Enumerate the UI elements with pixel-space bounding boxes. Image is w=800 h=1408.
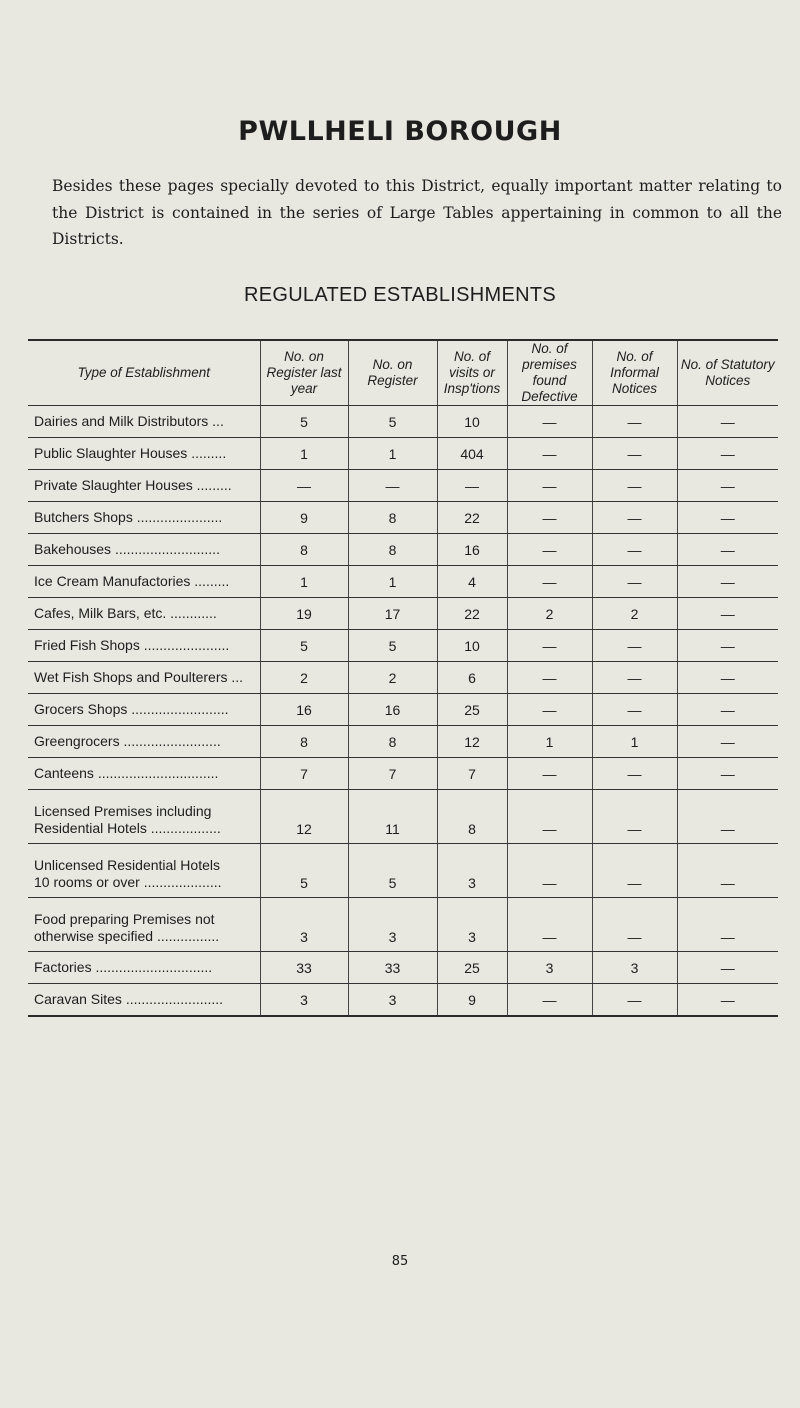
column-header: No. of Statutory Notices	[677, 340, 778, 406]
table-cell: —	[677, 598, 778, 630]
table-row	[28, 662, 778, 694]
table-row	[28, 566, 778, 598]
table-row	[28, 438, 778, 470]
table-cell: 11	[348, 790, 437, 844]
table-cell: —	[677, 790, 778, 844]
establishment-type: Licensed Premises including Residential Hotels ..................	[28, 790, 260, 844]
table-cell: —	[592, 898, 677, 952]
column-header: No. on Register	[348, 340, 437, 406]
table-cell: —	[677, 952, 778, 984]
establishment-type: Ice Cream Manufactories .........	[28, 566, 260, 598]
table-cell: —	[507, 662, 592, 694]
table-header-row	[28, 340, 778, 406]
table-cell: —	[677, 898, 778, 952]
table-cell: 2	[348, 662, 437, 694]
table-cell: 33	[348, 952, 437, 984]
table-row	[28, 952, 778, 984]
table-cell: 5	[260, 844, 348, 898]
table-cell: 1	[592, 726, 677, 758]
table-cell: 5	[260, 630, 348, 662]
table-cell: —	[677, 630, 778, 662]
establishment-type: Unlicensed Residential Hotels 10 rooms or over ....................	[28, 844, 260, 898]
table-cell: —	[592, 470, 677, 502]
table-cell: 3	[348, 898, 437, 952]
table-cell: 404	[437, 438, 507, 470]
table-cell: 2	[260, 662, 348, 694]
table-cell: 5	[348, 844, 437, 898]
table-cell: 16	[437, 534, 507, 566]
table-cell: —	[592, 790, 677, 844]
table-title: REGULATED ESTABLISHMENTS	[243, 284, 557, 306]
table-cell: —	[507, 984, 592, 1017]
table-cell: 10	[437, 406, 507, 438]
table-row	[28, 470, 778, 502]
table-row	[28, 406, 778, 438]
establishment-type: Canteens ...............................	[28, 758, 260, 790]
table-cell: —	[507, 844, 592, 898]
column-header: No. of visits or Insp'tions	[437, 340, 507, 406]
table-cell: —	[592, 984, 677, 1017]
table-cell: 16	[260, 694, 348, 726]
table-cell: —	[677, 984, 778, 1017]
table-cell: —	[677, 438, 778, 470]
table-cell: 3	[507, 952, 592, 984]
table-cell: 3	[260, 898, 348, 952]
table-cell: 8	[348, 534, 437, 566]
table-row	[28, 534, 778, 566]
table-cell: 3	[260, 984, 348, 1017]
table-cell: 5	[348, 630, 437, 662]
table-cell: 33	[260, 952, 348, 984]
table-cell: —	[592, 502, 677, 534]
table-cell: —	[507, 898, 592, 952]
table-cell: 2	[592, 598, 677, 630]
establishment-type: Food preparing Premises not otherwise specified ................	[28, 898, 260, 952]
table-cell: 3	[437, 844, 507, 898]
establishment-type: Bakehouses ...........................	[28, 534, 260, 566]
table-cell: 1	[348, 438, 437, 470]
table-cell: —	[677, 758, 778, 790]
table-cell: 12	[260, 790, 348, 844]
table-row	[28, 844, 778, 898]
table-cell: —	[677, 470, 778, 502]
regulated-establishments-table	[28, 339, 778, 1017]
column-header: No. of Informal Notices	[592, 340, 677, 406]
table-cell: 2	[507, 598, 592, 630]
table-cell: 5	[348, 406, 437, 438]
table-cell: —	[677, 694, 778, 726]
table-cell: —	[677, 566, 778, 598]
table-cell: 8	[437, 790, 507, 844]
table-cell: —	[592, 662, 677, 694]
table-cell: 1	[507, 726, 592, 758]
table-cell: 7	[437, 758, 507, 790]
table-cell: 4	[437, 566, 507, 598]
table-cell: 1	[260, 566, 348, 598]
table-cell: 5	[260, 406, 348, 438]
table-cell: —	[507, 438, 592, 470]
establishment-type: Fried Fish Shops ......................	[28, 630, 260, 662]
table-cell: 22	[437, 502, 507, 534]
table-cell: —	[592, 694, 677, 726]
column-header: No. of premises found Defective	[507, 340, 592, 406]
table-cell: —	[677, 844, 778, 898]
table-cell: 1	[260, 438, 348, 470]
table-cell: —	[677, 726, 778, 758]
table-cell: —	[592, 534, 677, 566]
table-row	[28, 984, 778, 1017]
table-cell: —	[507, 694, 592, 726]
page-number: 85	[391, 1254, 409, 1269]
establishment-type: Public Slaughter Houses .........	[28, 438, 260, 470]
table-cell: 3	[348, 984, 437, 1017]
page-title: PWLLHELI BOROUGH	[238, 116, 562, 147]
table-cell: —	[507, 534, 592, 566]
table-cell: —	[507, 758, 592, 790]
table-cell: 9	[260, 502, 348, 534]
table-cell: —	[507, 566, 592, 598]
table-cell: —	[348, 470, 437, 502]
establishment-type: Dairies and Milk Distributors ...	[28, 406, 260, 438]
table-cell: —	[677, 406, 778, 438]
table-cell: 8	[260, 726, 348, 758]
table-cell: 10	[437, 630, 507, 662]
table-row	[28, 598, 778, 630]
table-cell: 9	[437, 984, 507, 1017]
table-cell: 16	[348, 694, 437, 726]
table-cell: —	[507, 630, 592, 662]
table-cell: 22	[437, 598, 507, 630]
table-cell: —	[677, 502, 778, 534]
table-cell: —	[507, 470, 592, 502]
table-row	[28, 630, 778, 662]
table-row	[28, 790, 778, 844]
table-cell: —	[507, 790, 592, 844]
table-cell: 8	[348, 726, 437, 758]
table-cell: —	[592, 630, 677, 662]
establishment-type: Greengrocers .........................	[28, 726, 260, 758]
table-cell: 12	[437, 726, 507, 758]
table-cell: —	[260, 470, 348, 502]
table-cell: 6	[437, 662, 507, 694]
table-cell: 1	[348, 566, 437, 598]
table-cell: —	[592, 758, 677, 790]
table-cell: —	[677, 534, 778, 566]
table-row	[28, 758, 778, 790]
establishment-type: Private Slaughter Houses .........	[28, 470, 260, 502]
establishment-type: Grocers Shops .........................	[28, 694, 260, 726]
table-cell: —	[677, 662, 778, 694]
table-cell: 17	[348, 598, 437, 630]
establishment-type: Factories ..............................	[28, 952, 260, 984]
establishment-type: Butchers Shops ......................	[28, 502, 260, 534]
table-row	[28, 898, 778, 952]
table-cell: 8	[260, 534, 348, 566]
intro-paragraph: Besides these pages specially devoted to this District, equally important matter relating to the District is contained in the series of Large Tables appertaining in common to all the Districts.	[52, 177, 782, 248]
establishment-type: Caravan Sites .........................	[28, 984, 260, 1017]
table-cell: 25	[437, 952, 507, 984]
table-cell: —	[592, 566, 677, 598]
table-row	[28, 694, 778, 726]
table-row	[28, 502, 778, 534]
table-cell: —	[507, 502, 592, 534]
table-cell: 19	[260, 598, 348, 630]
column-header: Type of Establishment	[28, 340, 260, 406]
table-cell: 8	[348, 502, 437, 534]
table-cell: —	[592, 406, 677, 438]
establishment-type: Cafes, Milk Bars, etc. ............	[28, 598, 260, 630]
table-cell: 7	[348, 758, 437, 790]
table-row	[28, 726, 778, 758]
table-cell: 7	[260, 758, 348, 790]
table-cell: 3	[437, 898, 507, 952]
table-cell: —	[592, 844, 677, 898]
table-cell: —	[507, 406, 592, 438]
establishment-type: Wet Fish Shops and Poulterers ...	[28, 662, 260, 694]
table-cell: 3	[592, 952, 677, 984]
column-header: No. on Register last year	[260, 340, 348, 406]
table-cell: —	[592, 438, 677, 470]
table-cell: —	[437, 470, 507, 502]
table-cell: 25	[437, 694, 507, 726]
